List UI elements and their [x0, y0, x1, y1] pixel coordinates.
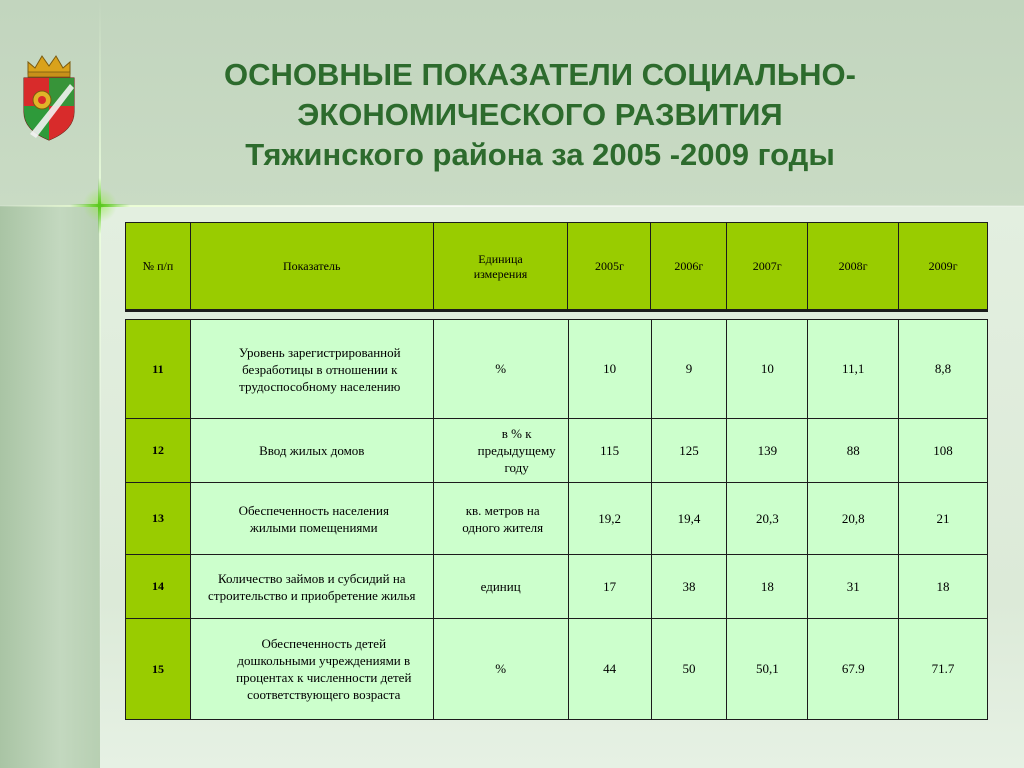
row-value-2009: 18 [899, 555, 988, 619]
header-cell-2009: 2009г [899, 223, 988, 311]
row-value-2008: 31 [808, 555, 899, 619]
row-value-2007: 18 [727, 555, 808, 619]
row-value-2008: 20,8 [808, 483, 899, 555]
slide-title [140, 55, 940, 175]
title-line-3: Тяжинского района за 2005 -2009 годы [245, 137, 835, 172]
header-cell-unit: Единица измерения [433, 223, 568, 311]
header-cell-2008: 2008г [808, 223, 899, 311]
row-value-2006: 38 [651, 555, 727, 619]
row-number: 13 [126, 483, 191, 555]
row-value-2006: 125 [651, 419, 727, 483]
decor-horizontal-line [0, 205, 1024, 207]
header-cell-2005: 2005г [568, 223, 651, 311]
title-line-1: ОСНОВНЫЕ ПОКАЗАТЕЛИ СОЦИАЛЬНО- [224, 57, 856, 92]
row-value-2009: 71.7 [899, 619, 988, 720]
header-cell-2007: 2007г [727, 223, 808, 311]
row-value-2009: 108 [899, 419, 988, 483]
row-unit: % [433, 619, 568, 720]
title-line-2: ЭКОНОМИЧЕСКОГО РАЗВИТИЯ [297, 97, 783, 132]
decor-vertical-line [99, 0, 101, 768]
row-value-2006: 19,4 [651, 483, 727, 555]
row-value-2009: 21 [899, 483, 988, 555]
row-value-2005: 115 [568, 419, 651, 483]
row-value-2005: 10 [568, 320, 651, 419]
row-value-2007: 20,3 [727, 483, 808, 555]
indicators-table [125, 319, 988, 720]
row-indicator: Уровень зарегистрированной безработицы в отношении к трудоспособному населению [190, 320, 433, 419]
coat-of-arms-icon [20, 50, 78, 142]
row-value-2006: 9 [651, 320, 727, 419]
row-value-2007: 10 [727, 320, 808, 419]
row-indicator: Обеспеченность населения жилыми помещениями [190, 483, 433, 555]
row-value-2005: 44 [568, 619, 651, 720]
slide-left-band [0, 206, 100, 768]
row-number: 11 [126, 320, 191, 419]
row-number: 14 [126, 555, 191, 619]
row-unit: % [433, 320, 568, 419]
row-indicator: Обеспеченность детей дошкольными учреждениями в процентах к численности детей соответствующего возраста [190, 619, 433, 720]
row-value-2006: 50 [651, 619, 727, 720]
row-indicator: Количество займов и субсидий на строительство и приобретение жилья [190, 555, 433, 619]
table-header [125, 222, 988, 311]
row-number: 15 [126, 619, 191, 720]
row-unit: единиц [433, 555, 568, 619]
header-cell-number: № п/п [126, 223, 191, 311]
row-number: 12 [126, 419, 191, 483]
row-unit: в % к предыдущему году [433, 419, 568, 483]
row-value-2005: 17 [568, 555, 651, 619]
row-value-2008: 88 [808, 419, 899, 483]
row-unit: кв. метров на одного жителя [433, 483, 568, 555]
header-cell-2006: 2006г [651, 223, 727, 311]
header-cell-indicator: Показатель [190, 223, 433, 311]
table-row [126, 483, 988, 555]
decor-sparkle-vertical [98, 178, 101, 234]
row-indicator: Ввод жилых домов [190, 419, 433, 483]
table-row [126, 419, 988, 483]
row-value-2007: 139 [727, 419, 808, 483]
table-row [126, 619, 988, 720]
header-divider [125, 309, 988, 312]
row-value-2008: 67.9 [808, 619, 899, 720]
row-value-2005: 19,2 [568, 483, 651, 555]
row-value-2007: 50,1 [727, 619, 808, 720]
row-value-2008: 11,1 [808, 320, 899, 419]
table-row [126, 320, 988, 419]
table-row [126, 555, 988, 619]
row-value-2009: 8,8 [899, 320, 988, 419]
